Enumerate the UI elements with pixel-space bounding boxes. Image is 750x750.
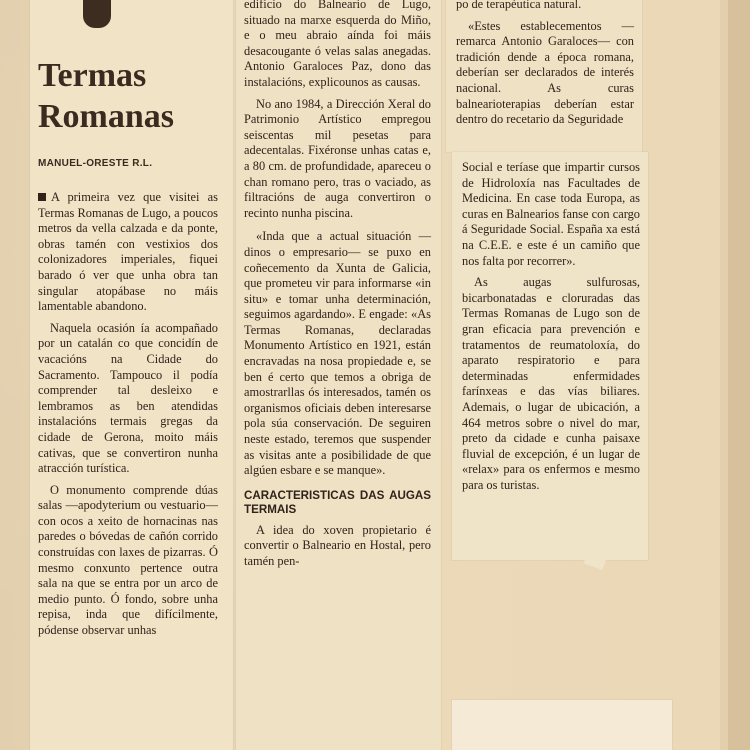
- article-byline: MANUEL-ORESTE R.L.: [38, 158, 153, 169]
- paragraph: po de terapéutica natural.: [456, 0, 582, 11]
- paragraph: Social e teríase que impartir cursos de Hidroloxía nas Facultades de Medicina. En case toda Europa, as curas en Balnearios fanse con cargo á Seguridade Social. España xa está na C.E.E. e este é un camiño que nos falta por recorrer».: [462, 160, 640, 268]
- text-column-2: [244, 0, 431, 576]
- paragraph: A idea do xoven propietario é convertir o Balneario en Hostal, pero tamén pen-: [244, 522, 431, 568]
- paragraph: [38, 190, 218, 315]
- paragraph-bullet-icon: [38, 193, 46, 201]
- article-title: Termas Romanas: [38, 57, 175, 135]
- paragraph: No ano 1984, a Dirección Xeral do Patrimonio Artístico empregou seiscentas mil pesetas para adecentalas. Fixéronse unhas catas e, a 80 cm. de profundidade, apareceu o chan romano pero, tras o vaciado, as filtracións de auga convertiron o recinto nunha piscina.: [244, 96, 431, 220]
- text-column-3-top: [456, 0, 634, 134]
- logo-shape: [83, 0, 111, 28]
- page-edge: [728, 0, 750, 750]
- paragraph: As augas sulfurosas, bicarbonatadas e cloruradas das Termas Romanas de Lugo son de gran eficacia para prevención e tratamentos de reumatoloxía, do aparato respiratorio e para determinadas enfermidades farínxeas e das vías biliares. Ademais, o lugar de ubicación, a 464 metros sobre o nivel do mar, preto da cidade e cunha paisaxe fluvial de excepción, é un lugar de «relax» para os enfermos e mesmo para os turistas.: [462, 275, 640, 492]
- paragraph: «Estes establecementos —remarca Antonio Garaloces— con tradición dende a época romana, deberían ser declarados de interés nacional. As curas balnearioterapias deberían estar dentro do recetario da Seguridade: [456, 18, 634, 127]
- text-column-3-bottom: [462, 160, 640, 499]
- text-column-1: [38, 190, 218, 645]
- section-subhead: CARACTERISTICAS DAS AUGAS TERMAIS: [244, 488, 431, 516]
- page-edge-inner: [720, 0, 728, 750]
- paragraph: edificio do Balneario de Lugo, situado na marxe esquerda do Miño, e o meu abraio aínda foi máis desacougante ó velas salas anegadas. Antonio Garaloces Paz, dono das instalacións, explicounos as causas.: [244, 0, 431, 89]
- paragraph: «Inda que a actual situación —dinos o empresario— se puxo en coñecemento da Xunta de Galicia, que prometeu vir para informarse «in situ» e tomar unha determinación, seguimos agardando». E engade: «As Termas Romanas, declaradas Monumento Artístico en 1921, están encravadas na nosa propiedade e, se ben é certo que temos a obriga de amostrarllas ós interesados, tamén os organismos oficiais deben interesarse pola súa conservación. De seguiren neste estado, teremos que suspender as visitas ante a posibilidade de que algúen esbare e se manque».: [244, 229, 431, 478]
- masthead-logo-fragment: [35, 0, 210, 48]
- paragraph: O monumento comprende dúas salas —apodyterium ou vestuario— con ocos a xeito de hornacinas nas paredes o bóvedas de cañón corrido construídas con laxes de pizarras. Ó mesmo conxunto pertence outra sala na que se entra por un arco de medio punto. Ó fondo, sobre unha repisa, inda que difícilmente, pódense observar unhas: [38, 482, 218, 638]
- paragraph-text: A primeira vez que visitei as Termas Romanas de Lugo, a poucos metros da vella calzada e da ponte, obras tamén con vestixios dos colonizadores imperiales, fiquei barado ó ver que unha obra tan singular atopábase no máis lamentable abandono.: [38, 190, 218, 314]
- paragraph: Naquela ocasión ía acompañado por un catalán co que concidín de vacacións na Cidade do Sacramento. Tampouco il podía comprender tal desleixo e lembramos as ben atendidas instalacións termais gregas da cidade de Gerona, moito máis cativas, que se convertiron nunha atracción turística.: [38, 320, 218, 476]
- clipping-blank-corner: [452, 700, 672, 750]
